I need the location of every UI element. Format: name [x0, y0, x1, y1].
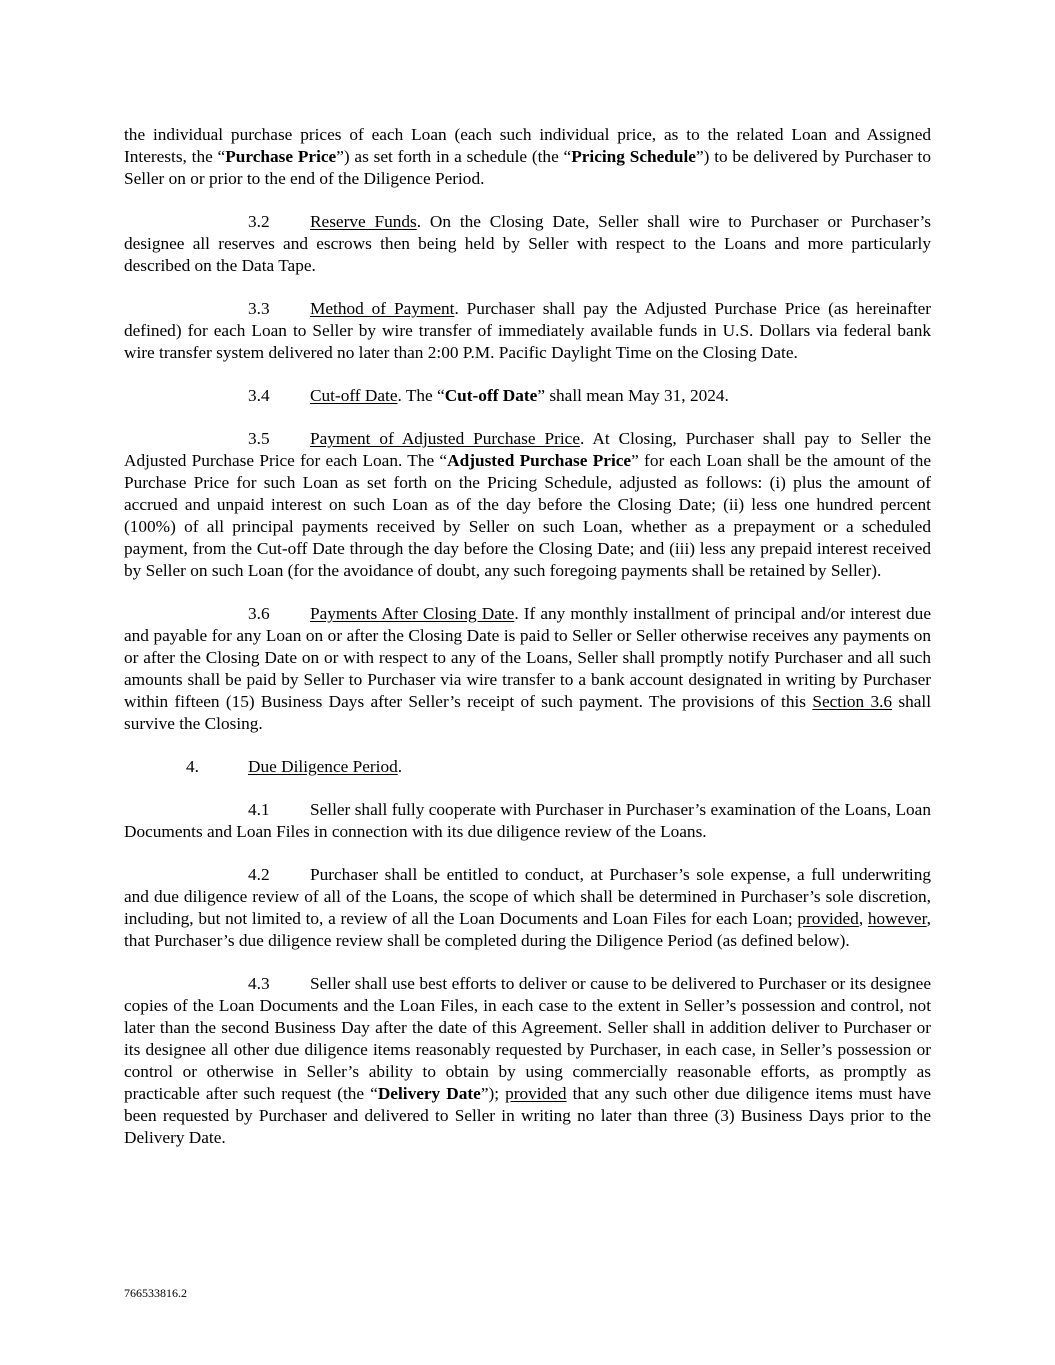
text: ”); [480, 1084, 506, 1103]
text: . The “ [397, 386, 445, 405]
text: . If any monthly installment of principal and/or interest due and payable for any Loan on or after the Closing Date is paid to Seller or Seller otherwise receives any payments on or after the Closing Date on or with respect to any of the Loans, Seller shall promptly notify Purchaser and all such amounts shall be paid by Seller to Purchaser via wire transfer to a bank account designated in writing by Purchaser within fifteen (15) Business Days after Seller’s receipt of such payment. The provisions of this [124, 604, 931, 711]
section-number: 4.2 [248, 865, 270, 884]
text: ”) as set forth in a schedule (the “ [336, 147, 572, 166]
section-number: 3.5 [248, 429, 270, 448]
section-title: Payments After Closing Date [310, 604, 515, 623]
section-title: Method of Payment [310, 299, 455, 318]
defined-term: Pricing Schedule [571, 147, 696, 166]
section-number: 3.4 [248, 386, 270, 405]
underlined-term: however [867, 909, 927, 928]
document-page [124, 124, 931, 1170]
section-4-2 [124, 864, 931, 952]
text: Seller shall use best efforts to deliver or cause to be delivered to Purchaser or its designee copies of the Loan Documents and the Loan Files, in each case to the extent in Seller’s possession and control, not later than the second Business Day after the date of this Agreement. Seller shall in addition deliver to Purchaser or its designee all other due diligence items reasonably requested by Purchaser, in each case, in Seller’s possession or control or otherwise in Seller’s ability to obtain by using commercially reasonable efforts, as promptly as practicable after such request (the “ [124, 974, 931, 1103]
text: shall survive the Closing. [124, 692, 931, 733]
defined-term: Delivery Date [377, 1084, 481, 1103]
paragraph-purchase-price [124, 124, 931, 190]
defined-term: Adjusted Purchase Price [447, 451, 632, 470]
section-number: 3.6 [248, 604, 270, 623]
section-3-4 [124, 385, 931, 407]
section-number: 3.2 [248, 212, 270, 231]
text: ”) to be delivered by Purchaser to Seller on or prior to the end of the Diligence Period. [124, 147, 932, 188]
section-number: 4. [186, 757, 199, 776]
text: . Purchaser shall pay the Adjusted Purchase Price (as hereinafter defined) for each Loan to Seller by wire transfer of immediately available funds in U.S. Dollars via federal bank wire transfer system delivered no later than 2:00 P.M. Pacific Daylight Time on the Closing Date. [124, 299, 931, 362]
section-number: 4.1 [248, 800, 270, 819]
section-reference: Section 3.6 [812, 692, 893, 711]
section-title: Reserve Funds [310, 212, 417, 231]
text: . [397, 757, 403, 776]
underlined-term: provided [505, 1084, 567, 1103]
section-number: 4.3 [248, 974, 270, 993]
section-number: 3.3 [248, 299, 270, 318]
text: . At Closing, Purchaser shall pay to Seller the Adjusted Purchase Price for each Loan. The “ [124, 429, 931, 470]
text: . On the Closing Date, Seller shall wire to Purchaser or Purchaser’s designee all reserves and escrows then being held by Seller with respect to the Loans and more particularly described on the Data Tape. [124, 212, 931, 275]
section-3-5 [124, 428, 931, 582]
text: , that Purchaser’s due diligence review shall be completed during the Diligence Period (as defined below). [124, 909, 931, 950]
defined-term: Purchase Price [225, 147, 337, 166]
section-4-1 [124, 799, 931, 843]
text: Seller shall fully cooperate with Purchaser in Purchaser’s examination of the Loans, Loan Documents and Loan Files in connection with its due diligence review of the Loans. [124, 800, 931, 841]
text: ” for each Loan shall be the amount of the Purchase Price for such Loan as set forth on the Pricing Schedule, adjusted as follows: (i) plus the amount of accrued and unpaid interest on such Loan as of the day before the Closing Date; (ii) less one hundred percent (100%) of all principal payments received by Seller on such Loan, whether as a prepayment or a scheduled payment, from the Cut-off Date through the day before the Closing Date; and (iii) less any prepaid interest received by Seller on such Loan (for the avoidance of doubt, any such foregoing payments shall be retained by Seller). [124, 451, 932, 580]
section-4-3 [124, 973, 931, 1149]
section-3-2 [124, 211, 931, 277]
section-4-heading [124, 756, 931, 778]
section-title: Payment of Adjusted Purchase Price [310, 429, 581, 448]
document-id-footer: 766533816.2 [124, 1286, 187, 1300]
text: the individual purchase prices of each Loan (each such individual price, as to the related Loan and Assigned Interests, the “ [124, 125, 931, 166]
section-title: Due Diligence Period [248, 757, 398, 776]
section-title: Cut-off Date [310, 386, 398, 405]
text: ” shall mean May 31, 2024. [537, 386, 729, 405]
section-3-3 [124, 298, 931, 364]
defined-term: Cut-off Date [444, 386, 538, 405]
section-3-6 [124, 603, 931, 735]
text: that any such other due diligence items must have been requested by Purchaser and delivered to Seller in writing no later than three (3) Business Days prior to the Delivery Date. [124, 1084, 932, 1147]
text: Purchaser shall be entitled to conduct, at Purchaser’s sole expense, a full underwriting and due diligence review of all of the Loans, the scope of which shall be determined in Purchaser’s sole discretion, including, but not limited to, a review of all the Loan Documents and Loan Files for each Loan; [124, 865, 931, 928]
text: , [858, 909, 868, 928]
underlined-term: provided [797, 909, 859, 928]
